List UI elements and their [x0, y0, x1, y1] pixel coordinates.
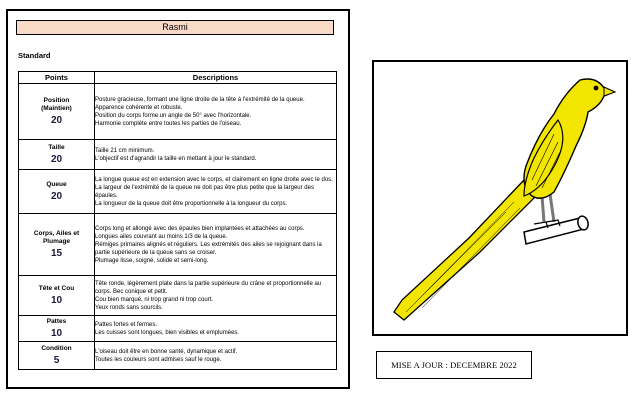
- description-line: Toutes les couleurs sont admises sauf le rouge.: [95, 356, 222, 363]
- standard-table: [18, 71, 337, 370]
- points-column-header: Points: [19, 72, 95, 84]
- criterion-score: 10: [50, 295, 63, 306]
- description-line: Cou bien marqué, ni trop grand ni trop court.: [95, 296, 214, 303]
- criterion-label: (Maintien): [41, 105, 72, 112]
- description-line: La largeur de l'extrémité de la queue ne doit pas être plus petite que la largeur des épaules.: [95, 184, 314, 199]
- criterion-label: Taille: [48, 144, 65, 151]
- bird-legs: [534, 194, 560, 228]
- bird-beak: [604, 87, 615, 96]
- description-line: Les cuisses sont longues, bien visibles et emplumées.: [95, 329, 240, 336]
- description-cell: [95, 84, 337, 140]
- criterion-score: 15: [50, 248, 63, 259]
- table-row: [19, 342, 337, 370]
- criterion-label: Pattes: [46, 318, 67, 325]
- criterion-label: Condition: [41, 345, 72, 352]
- points-cell: [19, 342, 95, 370]
- table-row: [19, 170, 337, 214]
- descriptions-column-header: Descriptions: [95, 72, 337, 84]
- description-line: La longue queue est en extension avec le corps, et clairement en ligne droite avec le dos.: [95, 176, 333, 183]
- table-row: [19, 84, 337, 140]
- description-cell: [95, 342, 337, 370]
- document-title: Rasmi: [16, 20, 334, 35]
- description-line: L'objectif est d'agrandir la taille en mettant à jour le standard.: [95, 155, 257, 162]
- description-cell: [95, 276, 337, 316]
- table-header-row: [19, 72, 337, 84]
- criterion-score: 5: [53, 355, 60, 366]
- bird-eye: [594, 86, 599, 91]
- bird-illustration-frame: [372, 60, 628, 336]
- description-cell: [95, 316, 337, 342]
- update-note: MISE A JOUR : DECEMBRE 2022: [376, 351, 532, 379]
- description-cell: [95, 140, 337, 170]
- description-line: Corps long et allongé avec des épaules bien implantées et attachées au corps.: [95, 225, 305, 232]
- document-subtitle: Standard: [18, 51, 51, 60]
- points-cell: [19, 316, 95, 342]
- points-cell: [19, 170, 95, 214]
- description-cell: [95, 214, 337, 276]
- description-line: Position du corps forme un angle de 50° avec l'horizontale.: [95, 112, 252, 119]
- points-cell: [19, 214, 95, 276]
- description-line: Yeux ronds sans sourcils.: [95, 304, 163, 311]
- table-row: [19, 316, 337, 342]
- criterion-label: Queue: [46, 181, 67, 188]
- criterion-score: 20: [50, 115, 63, 126]
- criterion-label: Position: [43, 97, 70, 104]
- table-row: [19, 140, 337, 170]
- criterion-score: 20: [50, 154, 63, 165]
- criterion-label: Plumage: [42, 238, 71, 245]
- criterion-score: 10: [50, 328, 63, 339]
- table-row: [19, 276, 337, 316]
- points-cell: [19, 276, 95, 316]
- description-line: Longues ailes couvrant au moins 1/3 de la queue.: [95, 233, 228, 240]
- description-line: L'oiseau doit être en bonne santé, dynamique et actif.: [95, 348, 238, 355]
- description-line: Harmonie complète entre toutes les parties de l'oiseau.: [95, 120, 242, 127]
- criterion-label: Tête et Cou: [38, 285, 75, 292]
- points-cell: [19, 84, 95, 140]
- description-line: Apparence cohérente et robuste.: [95, 104, 183, 111]
- description-line: Tête ronde, légèrement plate dans la partie supérieure du crâne et proportionnelle au corps. Bec conique et petit.: [95, 280, 322, 295]
- description-line: Plumage lisse, soigné, solide et semi-long.: [95, 257, 209, 264]
- description-line: Rémiges primaires alignés et réguliers. Les extrémités des ailes se rejoignant dans la partie supérieure de la queue sans se croiser.: [95, 241, 322, 256]
- table-row: [19, 214, 337, 276]
- points-cell: [19, 140, 95, 170]
- description-line: Pattes fortes et fermes.: [95, 321, 158, 328]
- criterion-label: Corps, Ailes et: [33, 230, 80, 237]
- criterion-score: 20: [50, 191, 63, 202]
- description-cell: [95, 170, 337, 214]
- description-line: Posture gracieuse, formant une ligne droite de la tête à l'extrémité de la queue.: [95, 96, 305, 103]
- description-line: Taille 21 cm minimum.: [95, 147, 155, 154]
- perch: [524, 215, 590, 244]
- yellow-canary-illustration: [374, 62, 626, 334]
- description-line: La longueur de la queue doit être proportionnelle à la longueur du corps.: [95, 200, 288, 207]
